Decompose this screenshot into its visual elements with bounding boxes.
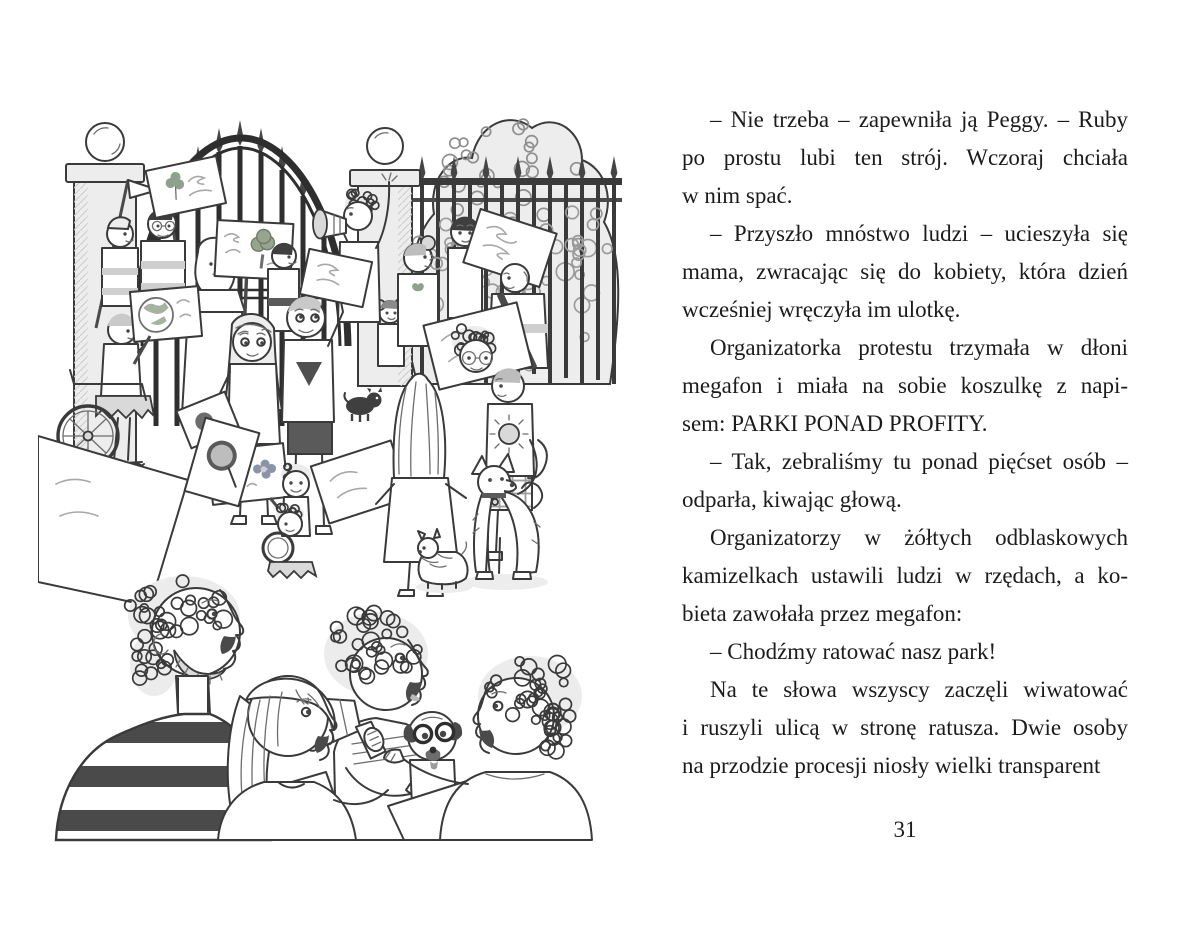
paragraph bbox=[682, 519, 1128, 633]
text-line: kamizelkach ustawili ludzi w rzędach, a ko- bbox=[682, 563, 1128, 588]
text-line: Na te słowa wszyscy zaczęli wiwatować bbox=[710, 677, 1128, 702]
text-line: – Tak, zebraliśmy tu ponad pięćset osób – bbox=[710, 449, 1128, 474]
protest-sign-earth bbox=[130, 286, 202, 342]
text-line: – Nie trzeba – zapewniła ją Peggy. – Ruby bbox=[710, 107, 1128, 132]
text-line: i ruszyli ulicą w stronę ratusza. Dwie osoby bbox=[682, 715, 1128, 740]
black-dog bbox=[344, 387, 382, 422]
paragraph bbox=[682, 633, 1128, 671]
text-line: na przodzie procesji niosły wielki transparent bbox=[682, 753, 1101, 778]
illustration bbox=[38, 84, 622, 884]
tilted-boards bbox=[38, 418, 259, 606]
text-line: wcześniej wręczyła im ulotkę. bbox=[682, 297, 961, 322]
text-line: sem: PARKI PONAD PROFITY. bbox=[682, 411, 988, 436]
page-number: 31 bbox=[893, 817, 917, 842]
text-line: po prostu lubi ten strój. Wczoraj chciała bbox=[682, 145, 1128, 170]
text-line: w nim spać. bbox=[682, 183, 793, 208]
text-line: odparła, kiwając głową. bbox=[682, 487, 902, 512]
paragraph bbox=[682, 101, 1128, 215]
text-line: mama, zwracając się do kobiety, która dzień bbox=[682, 259, 1128, 284]
protest-sign-clover bbox=[146, 156, 226, 218]
text-line: Organizatorzy w żółtych odblaskowych bbox=[710, 525, 1128, 550]
paragraph bbox=[682, 443, 1128, 519]
paragraph bbox=[682, 329, 1128, 443]
text-line: – Przyszło mnóstwo ludzi – ucieszyła się bbox=[710, 221, 1128, 246]
paragraph bbox=[682, 671, 1128, 785]
text-line: – Chodźmy ratować nasz park! bbox=[710, 639, 997, 664]
text-line: Organizatorka protestu trzymała w dłoni bbox=[710, 335, 1128, 360]
text-column bbox=[682, 101, 1128, 785]
text-line: megafon i miała na sobie koszulkę z napi- bbox=[682, 373, 1128, 398]
paragraph bbox=[682, 215, 1128, 329]
text-line: bieta zawołała przez megafon: bbox=[682, 601, 963, 626]
